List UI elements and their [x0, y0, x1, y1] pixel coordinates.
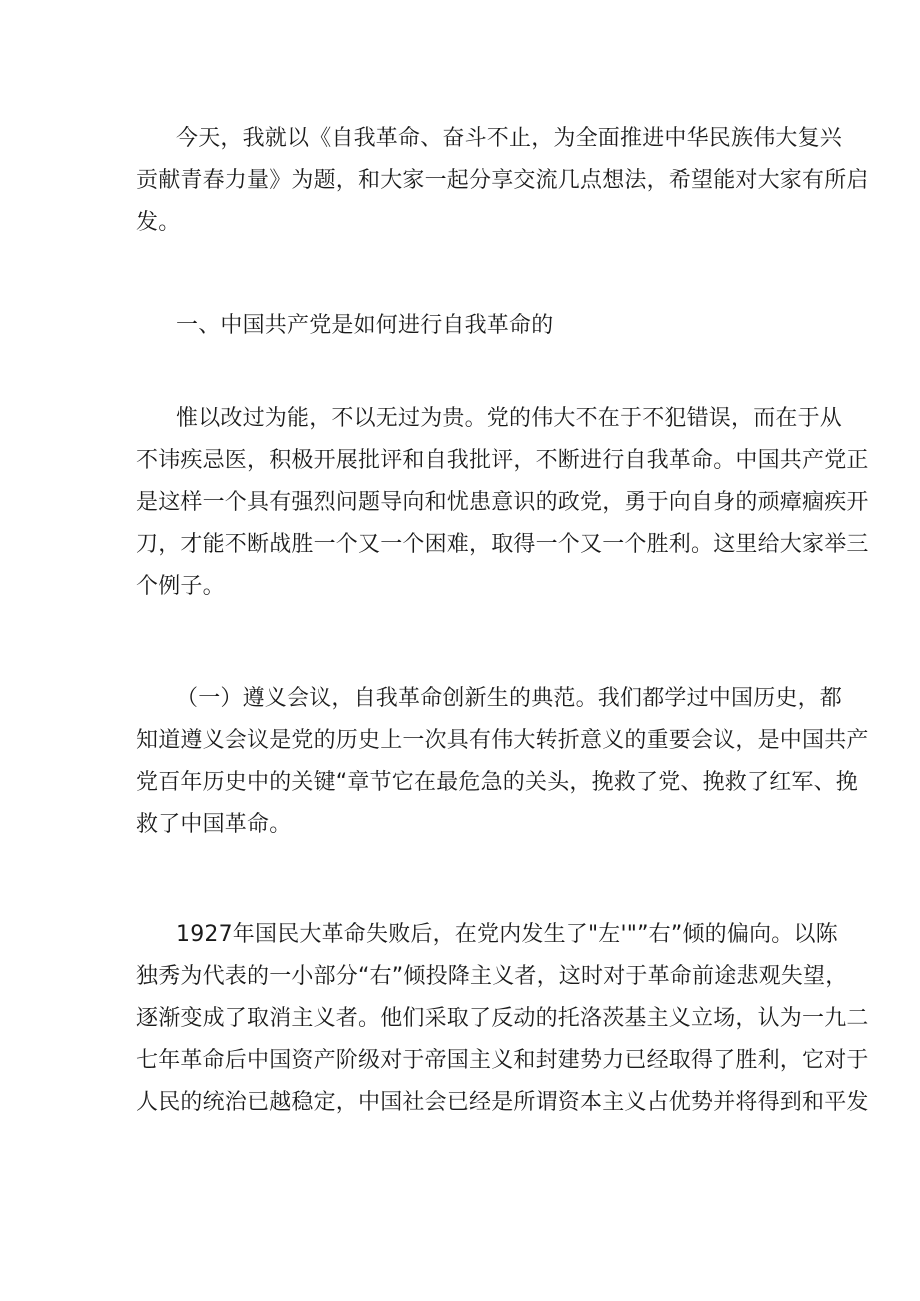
paragraph-line: 逐渐变成了取消主义者。他们采取了反动的托洛茨基主义立场，认为一九二 — [136, 1006, 869, 1031]
paragraph-line: 独秀为代表的一小部分“右”倾投降主义者，这时对于革命前途悲观失望， — [136, 964, 848, 989]
paragraph-line: 知道遵义会议是党的历史上一次具有伟大转折意义的重要会议，是中国共产 — [136, 728, 869, 753]
paragraph-line: 不讳疾忌医，积极开展批评和自我批评，不断进行自我革命。中国共产党正 — [136, 448, 869, 473]
section-heading — [136, 305, 796, 347]
paragraph-zunyi — [136, 678, 869, 846]
paragraph-line: 1927年国民大革命失败后，在党内发生了"左'"”右”倾的偏向。以陈 — [176, 922, 838, 947]
paragraph-1927 — [136, 914, 869, 1124]
paragraph-line: 刀，才能不断战胜一个又一个困难，取得一个又一个胜利。这里给大家举三 — [136, 532, 869, 557]
paragraph-line: 发。 — [136, 210, 181, 235]
paragraph-principle — [136, 398, 869, 608]
section-heading-text: 一、中国共产党是如何进行自我革命的 — [176, 313, 554, 338]
paragraph-line: 七年革命后中国资产阶级对于帝国主义和封建势力已经取得了胜利，它对于 — [136, 1048, 869, 1073]
paragraph-line: 贡献青春力量》为题，和大家一起分享交流几点想法，希望能对大家有所启 — [136, 168, 869, 193]
paragraph-line: 个例子。 — [136, 574, 225, 599]
paragraph-line: （一）遵义会议，自我革命创新生的典范。我们都学过中国历史，都 — [176, 686, 843, 711]
paragraph-intro — [136, 118, 869, 244]
paragraph-line: 党百年历史中的关键“章节它在最危急的关头，挽救了党、挽救了红军、挽 — [136, 770, 858, 795]
paragraph-line: 救了中国革命。 — [136, 812, 292, 837]
paragraph-line: 今天，我就以《自我革命、奋斗不止，为全面推进中华民族伟大复兴 — [176, 126, 843, 151]
paragraph-line: 是这样一个具有强烈问题导向和忧患意识的政党，勇于向自身的顽瘴痼疾开 — [136, 490, 869, 515]
paragraph-line: 人民的统治已越稳定，中国社会已经是所谓资本主义占优势并将得到和平发 — [136, 1090, 869, 1115]
paragraph-line: 惟以改过为能，不以无过为贵。党的伟大不在于不犯错误，而在于从 — [176, 406, 843, 431]
